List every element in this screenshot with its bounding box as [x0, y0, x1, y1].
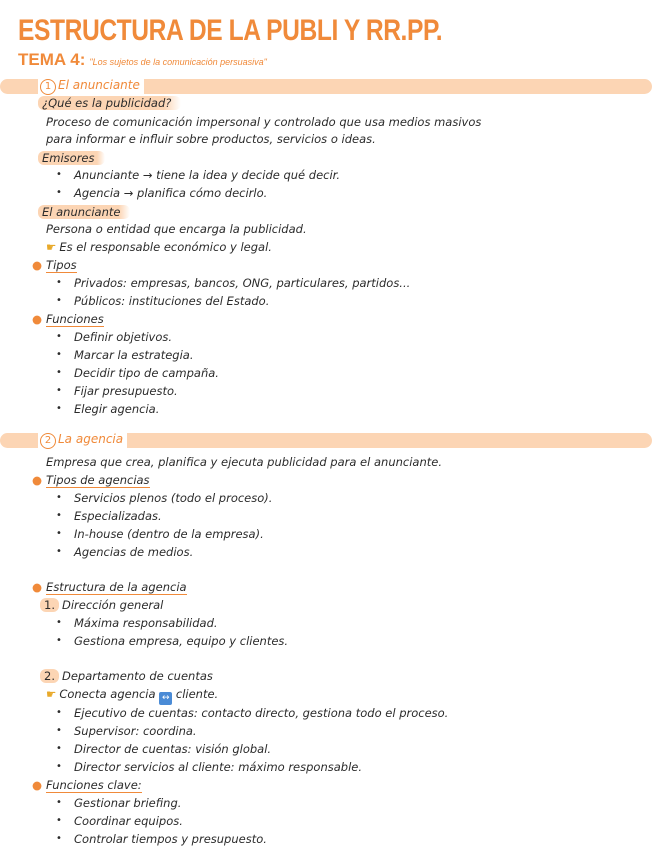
- list-item: • Ejecutivo de cuentas: contacto directo, gestiona todo el proceso.: [74, 706, 448, 720]
- list-item: • Servicios plenos (todo el proceso).: [74, 491, 272, 505]
- funciones-clave-heading: ● Funciones clave:: [32, 778, 142, 792]
- page-title: ESTRUCTURA DE LA PUBLI Y RR.PP.: [18, 14, 443, 47]
- bullet-dot-icon: ●: [32, 473, 43, 487]
- section-heading-2: [38, 432, 127, 449]
- funciones-heading: ● Funciones: [32, 312, 104, 326]
- number-highlight: 1.: [40, 598, 59, 612]
- definition-line-1: Proceso de comunicación impersonal y controlado que usa medios masivos: [46, 115, 482, 129]
- bullet-dot-icon: ●: [32, 580, 43, 594]
- list-item: • Supervisor: coordina.: [74, 724, 197, 738]
- pointing-hand-icon: ☛: [46, 240, 57, 254]
- list-item: • Anunciante → tiene la idea y decide qué decir.: [74, 168, 340, 182]
- conecta-line: ☛ Conecta agencia ↔ cliente.: [46, 687, 219, 703]
- question-highlight: ¿Qué es la publicidad?: [38, 96, 181, 110]
- list-item: • Elegir agencia.: [74, 402, 159, 416]
- tema-subtitle: "Los sujetos de la comunicación persuasiva": [89, 57, 267, 67]
- list-item: • Especializadas.: [74, 509, 162, 523]
- list-item: • Gestionar briefing.: [74, 796, 181, 810]
- section-heading-1: [38, 78, 144, 95]
- list-item: • Decidir tipo de campaña.: [74, 366, 219, 380]
- left-right-arrow-icon: ↔: [159, 692, 172, 705]
- list-item: • Públicos: instituciones del Estado.: [74, 294, 269, 308]
- tipos-agencias-heading: ● Tipos de agencias: [32, 473, 150, 487]
- pointing-hand-icon: ☛: [46, 687, 57, 701]
- bullet-dot-icon: ●: [32, 778, 43, 792]
- list-item: • Definir objetivos.: [74, 330, 172, 344]
- definition-line-2: para informar e influir sobre productos, servicios o ideas.: [46, 132, 376, 146]
- tipos-heading: ● Tipos: [32, 258, 77, 272]
- tema-line: [18, 50, 267, 70]
- list-item: • Fijar presupuesto.: [74, 384, 178, 398]
- list-item: • Director de cuentas: visión global.: [74, 742, 271, 756]
- section-heading-text: La agencia: [58, 432, 124, 446]
- section-heading-text: El anunciante: [58, 78, 140, 92]
- list-item: • Director servicios al cliente: máximo responsable.: [74, 760, 362, 774]
- list-item: • Coordinar equipos.: [74, 814, 183, 828]
- number-highlight: 2.: [40, 669, 59, 683]
- list-item: • Marcar la estrategia.: [74, 348, 193, 362]
- list-item: • Controlar tiempos y presupuesto.: [74, 832, 267, 846]
- anunciante-definition: Persona o entidad que encarga la publicidad.: [46, 222, 307, 236]
- tema-label: TEMA 4:: [18, 50, 86, 69]
- section-number-1: 1: [40, 79, 56, 95]
- list-item: • Agencia → planifica cómo decirlo.: [74, 186, 267, 200]
- list-item: • In-house (dentro de la empresa).: [74, 527, 264, 541]
- bullet-dot-icon: ●: [32, 258, 43, 272]
- emisores-highlight: Emisores: [38, 151, 105, 165]
- section-number-2: 2: [40, 433, 56, 449]
- list-item: • Agencias de medios.: [74, 545, 193, 559]
- anunciante-highlight: El anunciante: [38, 205, 130, 219]
- direccion-heading: 1. Dirección general: [40, 598, 163, 612]
- list-item: • Máxima responsabilidad.: [74, 616, 218, 630]
- agencia-definition: Empresa que crea, planifica y ejecuta publicidad para el anunciante.: [46, 455, 442, 469]
- anunciante-note: ☛ Es el responsable económico y legal.: [46, 240, 272, 254]
- estructura-heading: ● Estructura de la agencia: [32, 580, 187, 594]
- departamento-heading: 2. Departamento de cuentas: [40, 669, 213, 683]
- list-item: • Gestiona empresa, equipo y clientes.: [74, 634, 288, 648]
- list-item: • Privados: empresas, bancos, ONG, particulares, partidos...: [74, 276, 410, 290]
- bullet-dot-icon: ●: [32, 312, 43, 326]
